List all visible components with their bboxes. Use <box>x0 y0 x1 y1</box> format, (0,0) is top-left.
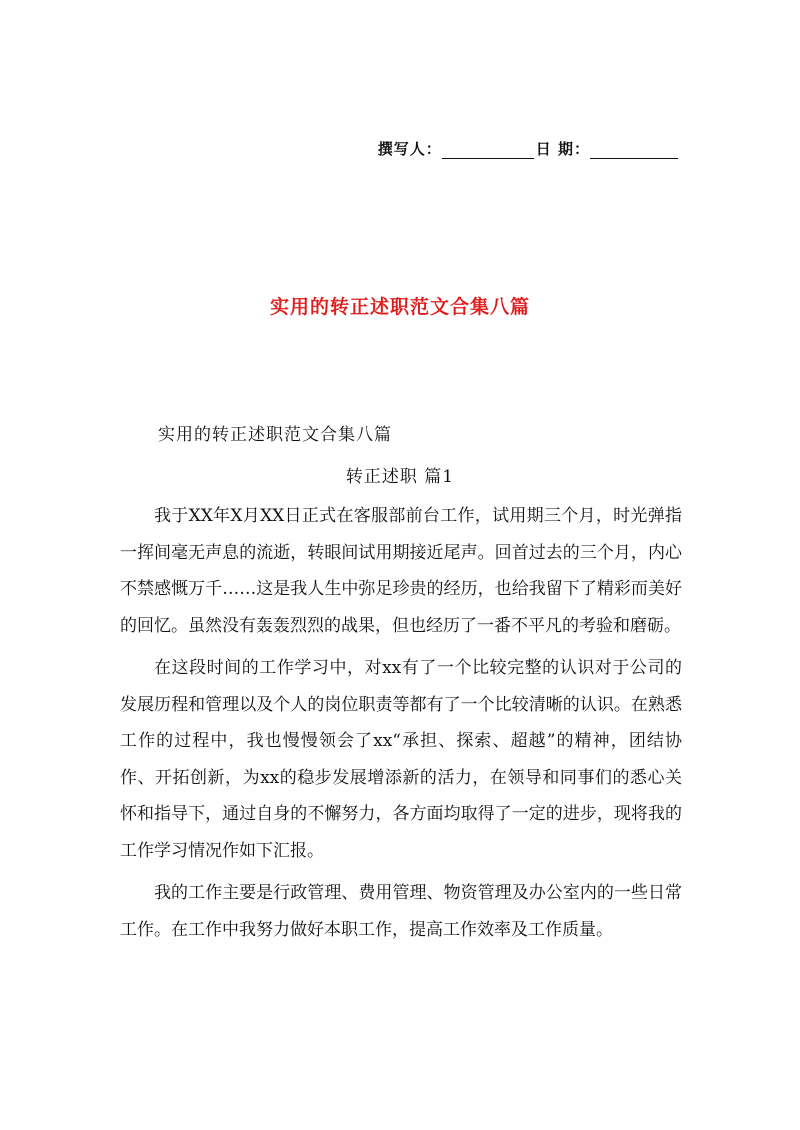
author-date-line <box>378 138 680 159</box>
document-subtitle: 实用的转正述职范文合集八篇 <box>158 425 392 445</box>
author-blank <box>442 142 534 159</box>
author-label: 撰写人： <box>377 140 442 158</box>
body-text <box>120 498 682 954</box>
section-heading: 转正述职 篇1 <box>345 467 455 487</box>
date-blank <box>590 142 678 159</box>
document-title: 实用的转正述职范文合集八篇 <box>269 296 530 318</box>
paragraph-2: 在这段时间的工作学习中，对xx有了一个比较完整的认识对于公司的发展历程和管理以及个人的岗位职责等都有了一个比较清晰的认识。在熟悉工作的过程中，我也慢慢领会了xx“承担、探索、超越”的精神，团结协作、开拓创新，为xx的稳步发展增添新的活力，在领导和同事们的悉心关怀和指导下，通过自身的不懈努力，各方面均取得了一定的进步，现将我的工作学习情况作如下汇报。 <box>120 658 682 861</box>
paragraph-1: 我于XX年X月XX日正式在客服部前台工作，试用期三个月，时光弹指一挥间毫无声息的流逝，转眼间试用期接近尾声。回首过去的三个月，内心不禁感慨万千……这是我人生中弥足珍贵的经历，也给我留下了精彩而美好的回忆。虽然没有轰轰烈烈的战果，但也经历了一番不平凡的考验和磨砺。 <box>120 506 682 636</box>
date-label: 日 期： <box>535 140 590 158</box>
paragraph-3: 我的工作主要是行政管理、费用管理、物资管理及办公室内的一些日常工作。在工作中我努力做好本职工作，提高工作效率及工作质量。 <box>120 883 682 940</box>
